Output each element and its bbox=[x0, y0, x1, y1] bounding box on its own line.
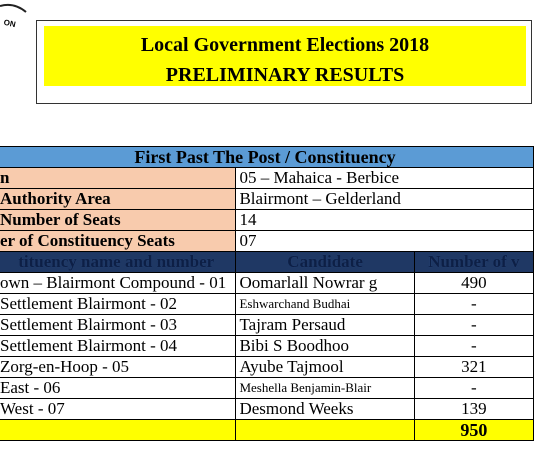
column-header-constituency: tituency name and number bbox=[0, 252, 236, 273]
candidate-cell: Desmond Weeks bbox=[236, 399, 414, 420]
candidate-cell: Meshella Benjamin-Blair bbox=[236, 378, 414, 399]
logo-fragment-text: ON bbox=[2, 17, 17, 30]
table-title: First Past The Post / Constituency bbox=[0, 147, 534, 168]
votes-cell: - bbox=[414, 378, 533, 399]
votes-cell: 321 bbox=[414, 357, 533, 378]
info-label: er of Constituency Seats bbox=[0, 231, 236, 252]
total-row bbox=[0, 420, 534, 441]
table-row bbox=[0, 357, 534, 378]
total-blank-cell bbox=[236, 420, 414, 441]
info-row bbox=[0, 189, 534, 210]
header-box bbox=[36, 20, 532, 104]
constituency-cell: Zorg-en-Hoop - 05 bbox=[0, 357, 236, 378]
logo-fragment bbox=[0, 0, 34, 60]
votes-cell: 139 bbox=[414, 399, 533, 420]
constituency-cell: West - 07 bbox=[0, 399, 236, 420]
info-row bbox=[0, 168, 534, 189]
info-label: n bbox=[0, 168, 236, 189]
candidate-cell: Tajram Persaud bbox=[236, 315, 414, 336]
constituency-cell: own – Blairmont Compound - 01 bbox=[0, 273, 236, 294]
info-value: Blairmont – Gelderland bbox=[236, 189, 534, 210]
header-subtitle: PRELIMINARY RESULTS bbox=[165, 64, 405, 86]
candidate-cell: Eshwarchand Budhai bbox=[236, 294, 414, 315]
results-table bbox=[0, 146, 534, 441]
table-row bbox=[0, 294, 534, 315]
table-title-row bbox=[0, 147, 534, 168]
total-blank-cell bbox=[0, 420, 236, 441]
table-row bbox=[0, 378, 534, 399]
info-value: 07 bbox=[236, 231, 534, 252]
constituency-cell: East - 06 bbox=[0, 378, 236, 399]
votes-cell: - bbox=[414, 315, 533, 336]
table-row bbox=[0, 399, 534, 420]
constituency-cell: Settlement Blairmont - 02 bbox=[0, 294, 236, 315]
constituency-cell: Settlement Blairmont - 04 bbox=[0, 336, 236, 357]
candidate-cell: Ayube Tajmool bbox=[236, 357, 414, 378]
info-value: 14 bbox=[236, 210, 534, 231]
candidate-cell: Bibi S Boodhoo bbox=[236, 336, 414, 357]
column-header-row bbox=[0, 252, 534, 273]
total-votes: 950 bbox=[414, 420, 533, 441]
votes-cell: - bbox=[414, 336, 533, 357]
info-row bbox=[0, 210, 534, 231]
votes-cell: - bbox=[414, 294, 533, 315]
info-row bbox=[0, 231, 534, 252]
info-label: Authority Area bbox=[0, 189, 236, 210]
header-highlight bbox=[44, 26, 526, 86]
table-row bbox=[0, 315, 534, 336]
header-title: Local Government Elections 2018 bbox=[140, 34, 430, 56]
info-label: Number of Seats bbox=[0, 210, 236, 231]
table-row bbox=[0, 273, 534, 294]
column-header-votes: Number of v bbox=[414, 252, 533, 273]
votes-cell: 490 bbox=[414, 273, 533, 294]
info-value: 05 – Mahaica - Berbice bbox=[236, 168, 534, 189]
column-header-candidate: Candidate bbox=[236, 252, 414, 273]
constituency-cell: Settlement Blairmont - 03 bbox=[0, 315, 236, 336]
table-row bbox=[0, 336, 534, 357]
candidate-cell: Oomarlall Nowrar g bbox=[236, 273, 414, 294]
